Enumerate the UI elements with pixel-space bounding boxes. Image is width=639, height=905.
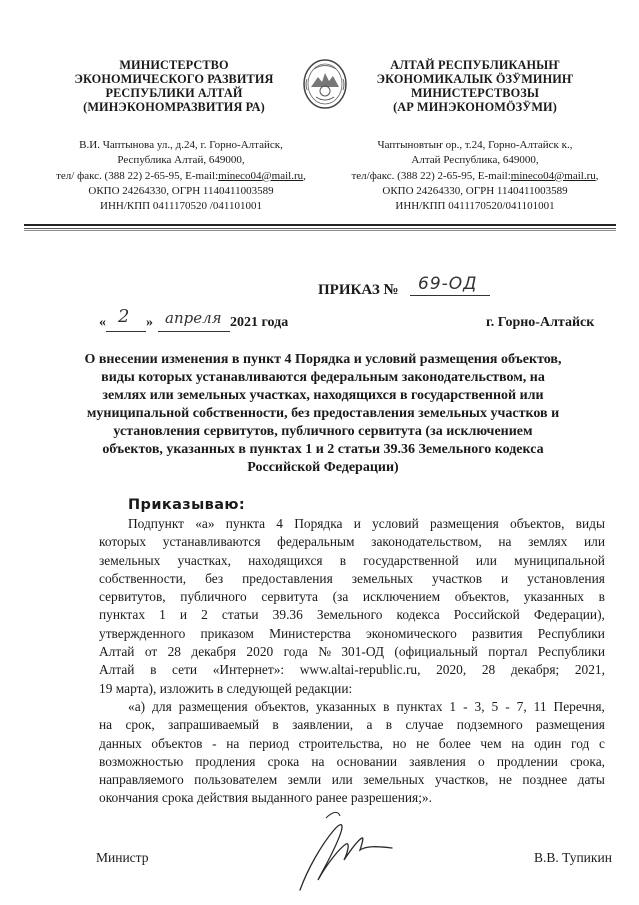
body-word: и [179, 607, 188, 623]
body-word: Перечня, [553, 698, 605, 714]
body-word: «а» [195, 516, 215, 531]
body-word: предоставления [242, 570, 333, 586]
body-line [99, 625, 605, 643]
header-left-line: (МИНЭКОНОМРАЗВИТИЯ РА) [83, 100, 265, 114]
date-close-quote: » [146, 315, 153, 330]
order-label: ПРИКАЗ № [318, 282, 399, 298]
body-word: 4 [276, 516, 283, 531]
body-word: в [272, 717, 279, 733]
body-word: чем [480, 735, 502, 751]
body-word: и [353, 516, 361, 531]
signature [288, 808, 398, 898]
body-word: участков [432, 570, 483, 586]
body-word: или [331, 772, 353, 788]
body-word: 2021, [574, 662, 605, 678]
body-word: от [144, 644, 158, 660]
body-word: земельных [363, 772, 425, 788]
body-word: пунктах [99, 607, 146, 623]
body-word: в [339, 552, 347, 568]
body-line [99, 515, 605, 533]
body-word: 28 [167, 644, 181, 660]
title-line: муниципальной собственности, без предоставления земельных участков и [86, 406, 560, 421]
body-word: № [318, 644, 331, 660]
body-word: указанных [315, 698, 377, 714]
body-word: с [598, 735, 605, 751]
body-word: Российской [453, 607, 520, 623]
body-word: для [152, 698, 172, 714]
body-word: размещения [536, 717, 605, 733]
date-day-underline [106, 331, 146, 332]
body-word: основании [336, 753, 398, 769]
body-word: срок, [125, 717, 155, 733]
body-word: продления [195, 753, 256, 769]
body-word: 301-ОД [341, 644, 385, 660]
title-line: объектов, указанных в пунктах 1 и 2 статьи 39.36 Земельного кодекса [102, 442, 544, 457]
body-word: на [498, 534, 512, 550]
body-line [99, 753, 605, 771]
body-word: земельных [351, 570, 414, 586]
body-word: заявлении, [292, 717, 354, 733]
body-word: строительства, [298, 735, 384, 751]
body-word: муниципальной [514, 552, 605, 568]
header-left-line: РЕСПУБЛИКИ АЛТАЙ [105, 86, 243, 100]
header-right-line: ЭКОНОМИКАЛЫК ӦЗӰМИНИҤ [376, 72, 574, 86]
date-year: 2021 года [230, 315, 289, 330]
body-word: в [385, 717, 393, 733]
body-word: сервитута [261, 589, 318, 605]
body-word: Алтай [99, 644, 135, 660]
email-link[interactable]: mineco04@mail.ru [510, 169, 596, 182]
title-line: виды которых устанавливаются федеральным законодательством, на [101, 370, 545, 385]
body-word: данных [99, 735, 142, 751]
ministry-name-russian [44, 58, 304, 114]
body-line [99, 606, 605, 624]
body-word: 2020, [436, 662, 467, 678]
body-word: земли [287, 772, 322, 788]
body-word: или [583, 534, 605, 550]
body-word: устанавливаются [162, 534, 261, 550]
body-word: 2 [201, 607, 208, 623]
body-word: участках, [177, 552, 231, 568]
body-word: случае [405, 717, 444, 733]
body-word: срока [267, 753, 300, 769]
body-word: запрашиваемый [168, 717, 260, 733]
body-word: пользователем [194, 772, 278, 788]
body-word: на [99, 717, 113, 733]
body-word: земельных [99, 552, 161, 568]
body-word: виды [575, 516, 605, 531]
body-word: установления [527, 570, 605, 586]
body-word: участков, [434, 772, 489, 788]
header-right-line: АЛТАЙ РЕСПУБЛИКАНЫҤ [390, 58, 560, 72]
body-word: указанных [523, 589, 584, 605]
body-word: на [226, 735, 240, 751]
body-word: в [383, 698, 390, 714]
order-number: 69-ОД [418, 274, 478, 294]
order-directive: Приказываю: [128, 497, 246, 513]
body-word: 1 [449, 698, 457, 714]
signatory-position: Министр [96, 850, 149, 865]
body-word: государственной [363, 552, 459, 568]
body-word: объектов, [510, 516, 565, 531]
body-word: года [283, 644, 308, 660]
document-body [99, 515, 605, 808]
address-russian [56, 138, 306, 214]
body-word: (официальный [394, 644, 478, 660]
body-word: 28 [481, 662, 496, 678]
body-line [99, 789, 605, 807]
body-word: а [366, 717, 373, 733]
body-word: статьи [221, 607, 259, 623]
header-divider [24, 228, 616, 229]
body-word: объектов, [454, 589, 510, 605]
body-word: Республики [537, 625, 605, 641]
date-month-underline [158, 331, 230, 332]
body-word: позднее [522, 772, 568, 788]
body-word: Федерации), [533, 607, 605, 623]
address-line: ОКПО 24264330, ОГРН 1140411003589 [88, 184, 274, 197]
body-word: но [392, 735, 407, 751]
body-word: собственности, [99, 570, 187, 586]
body-line [99, 533, 605, 551]
body-word: срока, [570, 753, 605, 769]
body-word: www.altai-republic.ru, [299, 662, 421, 678]
signatory-name: В.В. Тупикин [534, 850, 612, 865]
body-word: объектов, [254, 698, 309, 714]
address-line: Алтай Республика, 649000, [411, 154, 539, 167]
body-word: декабря [191, 644, 237, 660]
body-word: пунктах [396, 698, 443, 714]
body-word: Республики [537, 644, 605, 660]
body-word: о [477, 753, 485, 769]
body-word: «Интернет»: [212, 662, 285, 678]
date-month: апреля [165, 309, 222, 327]
body-text: 19 марта), изложить в следующей редакции: [99, 680, 353, 696]
body-word: период [248, 735, 290, 751]
body-word: условий [372, 516, 419, 531]
body-word: даты [577, 772, 605, 788]
body-word: на [511, 735, 525, 751]
body-word: которых [99, 534, 147, 550]
date-open-quote: « [99, 315, 106, 330]
body-word: кодекса [396, 607, 440, 623]
header-divider [24, 224, 616, 226]
body-word: 2020 [246, 644, 274, 660]
body-word: подземного [456, 717, 523, 733]
body-word: или [475, 552, 497, 568]
order-number-underline [410, 295, 490, 296]
body-word: - [463, 698, 468, 714]
body-word: утвержденного [99, 625, 186, 641]
body-word: 5 [491, 698, 499, 714]
body-word: и [501, 570, 509, 586]
body-word: приказом [200, 625, 254, 641]
address-line: Чаптыновтыҥ ор., т.24, Горно-Алтайск к., [377, 139, 573, 151]
address-contact-line [330, 169, 620, 184]
address-phone: тел/ факс. (388 22) 2-65-95, E-mail: [56, 169, 219, 182]
body-line [99, 771, 605, 789]
body-text: окончания срока действия выданного ранее разрешения;». [99, 790, 432, 806]
body-word: в [598, 589, 605, 605]
body-word: Порядка [294, 516, 343, 531]
body-word: направляемого [99, 772, 184, 788]
body-word: - [505, 698, 510, 714]
email-link[interactable]: mineco04@mail.ru [218, 169, 304, 182]
body-line [99, 735, 605, 753]
address-line: В.И. Чаптыновa ул., д.24, г. Горно-Алтайск, [79, 139, 283, 151]
body-word: экономического [365, 625, 457, 641]
body-word: декабря; [510, 662, 560, 678]
body-word: размещения [178, 698, 248, 714]
body-word: объектов [151, 735, 203, 751]
body-word: размещения [429, 516, 499, 531]
body-word: исключением [362, 589, 441, 605]
body-word: законодательством, [371, 534, 482, 550]
body-word: пункта [225, 516, 266, 531]
body-line [99, 552, 605, 570]
body-word: Алтай [99, 662, 135, 678]
header-right-line: МИНИСТЕРСТВОЗЫ [410, 86, 540, 100]
body-line [99, 661, 605, 679]
body-word: находящихся [248, 552, 323, 568]
body-word: Министерства [269, 625, 351, 641]
header-divider [24, 230, 616, 231]
body-word: публичного [180, 589, 247, 605]
body-word: развития [472, 625, 523, 641]
address-contact-line [56, 169, 306, 184]
body-word: 11 [533, 698, 547, 714]
body-line [99, 570, 605, 588]
body-word: сервитутов, [99, 589, 166, 605]
body-line [99, 680, 605, 698]
city: г. Горно-Алтайск [486, 315, 595, 330]
body-word: Земельного [316, 607, 383, 623]
address-line: ИНН/КПП 0411170520/041101001 [395, 200, 555, 213]
header-right-line: (АР МИНЭКОНОМӦЗӰМИ) [393, 100, 557, 114]
body-word: заявления [409, 753, 466, 769]
address-line: Республика Алтай, 649000, [117, 154, 245, 167]
body-word: Подпункт [128, 516, 185, 531]
body-word: один [533, 735, 562, 751]
body-word: не [416, 735, 430, 751]
body-word: 7, [516, 698, 527, 714]
body-word: без [205, 570, 224, 586]
body-word: возможностью [99, 753, 184, 769]
document-title [40, 351, 606, 477]
body-line [99, 588, 605, 606]
body-word: 1 [159, 607, 166, 623]
address-sep: , [303, 169, 306, 182]
body-word: портал [488, 644, 528, 660]
address-phone: тел/факс. (388 22) 2-65-95, E-mail: [351, 169, 511, 182]
date-day: 2 [118, 306, 130, 327]
title-line: Российской Федерации) [247, 460, 399, 475]
body-word: 39.36 [272, 607, 303, 623]
body-line [99, 643, 605, 661]
body-word: - [212, 735, 217, 751]
header-left-line: ЭКОНОМИЧЕСКОГО РАЗВИТИЯ [74, 72, 274, 86]
body-word: «а) [128, 698, 146, 714]
title-line: установления сервитутов, публичного сервитута (за исключением [113, 424, 533, 439]
body-word: 3, [474, 698, 485, 714]
body-word: год [571, 735, 590, 751]
body-word: не [498, 772, 512, 788]
address-line: ИНН/КПП 0411170520 /041101001 [100, 200, 262, 213]
body-word: продлении [496, 753, 558, 769]
ministry-name-altai [340, 58, 610, 114]
body-word: (за [332, 589, 349, 605]
body-word: сети [172, 662, 198, 678]
title-line: О внесении изменения в пункт 4 Порядка и условий размещения объектов, [84, 352, 562, 367]
body-line [99, 698, 605, 716]
address-sep: , [595, 169, 599, 182]
body-word: в [150, 662, 157, 678]
body-word: на [311, 753, 325, 769]
body-word: более [438, 735, 471, 751]
header-left-line: МИНИСТЕРСТВО [119, 58, 229, 72]
address-line: ОКПО 24264330, ОГРН 1140411003589 [382, 184, 568, 197]
body-line [99, 716, 605, 734]
title-line: землях или земельных участках, находящихся в государственной или [102, 388, 544, 403]
body-word: землях [528, 534, 568, 550]
address-altai [330, 138, 620, 214]
body-word: федеральным [277, 534, 355, 550]
